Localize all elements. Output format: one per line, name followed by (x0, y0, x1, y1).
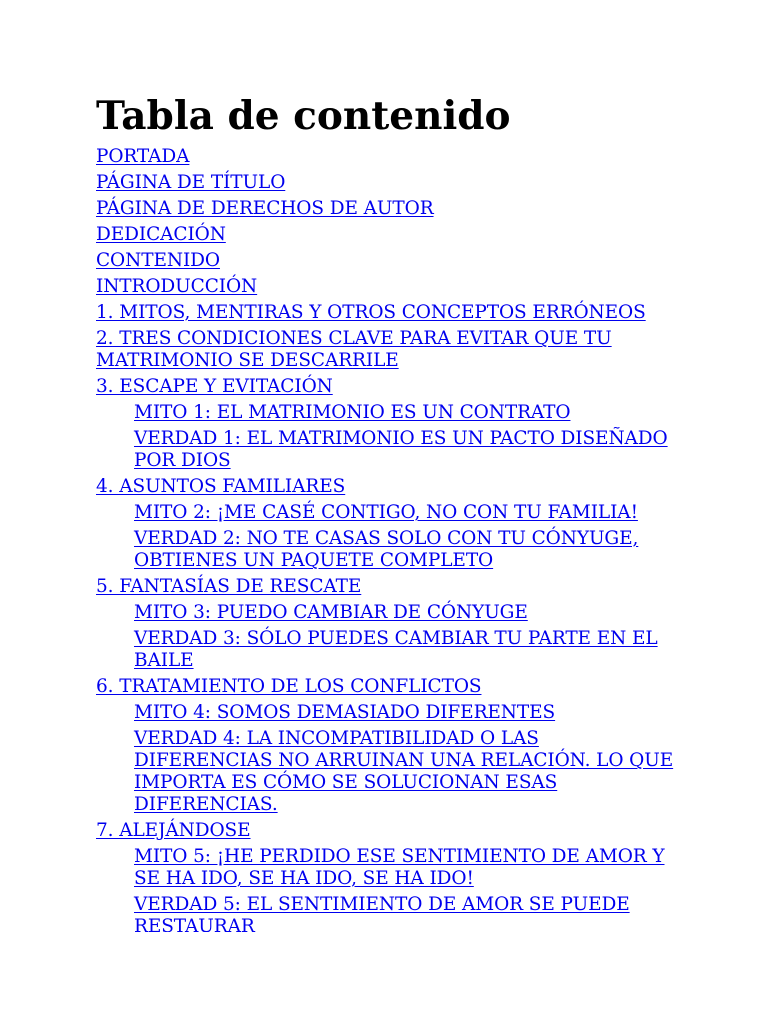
toc-link-verdad-3[interactable]: VERDAD 3: SÓLO PUEDES CAMBIAR TU PARTE EN EL BAILE (134, 628, 658, 671)
toc-entry (96, 224, 676, 246)
toc-link-mito-2[interactable]: MITO 2: ¡ME CASÉ CONTIGO, NO CON TU FAMILIA! (134, 502, 638, 523)
toc-link-verdad-5[interactable]: VERDAD 5: EL SENTIMIENTO DE AMOR SE PUEDE RESTAURAR (134, 894, 630, 932)
toc-subentry (96, 628, 676, 672)
toc-entry (96, 302, 676, 324)
toc-entry (96, 198, 676, 220)
toc-link-mito-5[interactable]: MITO 5: ¡HE PERDIDO ESE SENTIMIENTO DE AMOR Y SE HA IDO, SE HA IDO, SE HA IDO! (134, 846, 665, 889)
toc-subentry (96, 428, 676, 472)
toc-link-mito-4[interactable]: MITO 4: SOMOS DEMASIADO DIFERENTES (134, 702, 556, 723)
toc-link-contenido[interactable]: CONTENIDO (96, 250, 220, 271)
toc-link-verdad-1[interactable]: VERDAD 1: EL MATRIMONIO ES UN PACTO DISEÑADO POR DIOS (134, 428, 668, 471)
document-page (96, 92, 676, 932)
toc-entry (96, 476, 676, 498)
toc-link-mito-3[interactable]: MITO 3: PUEDO CAMBIAR DE CÓNYUGE (134, 602, 528, 623)
toc-link-chapter-4[interactable]: 4. ASUNTOS FAMILIARES (96, 476, 346, 497)
toc-entry (96, 376, 676, 398)
toc-link-chapter-5[interactable]: 5. FANTASÍAS DE RESCATE (96, 576, 362, 597)
toc-link-mito-1[interactable]: MITO 1: EL MATRIMONIO ES UN CONTRATO (134, 402, 571, 423)
toc-entry (96, 328, 676, 372)
toc-subentry (96, 502, 676, 524)
table-of-contents (96, 146, 676, 932)
toc-link-introduccion[interactable]: INTRODUCCIÓN (96, 276, 258, 297)
toc-entry (96, 172, 676, 194)
toc-entry (96, 146, 676, 168)
toc-link-derechos-de-autor[interactable]: PÁGINA DE DERECHOS DE AUTOR (96, 198, 434, 219)
toc-subentry (96, 402, 676, 424)
toc-subentry (96, 602, 676, 624)
toc-entry (96, 676, 676, 698)
toc-link-chapter-2[interactable]: 2. TRES CONDICIONES CLAVE PARA EVITAR QUE TU MATRIMONIO SE DESCARRILE (96, 328, 612, 371)
toc-subentry (96, 894, 676, 932)
toc-subentry (96, 728, 676, 816)
toc-link-dedicacion[interactable]: DEDICACIÓN (96, 224, 226, 245)
toc-link-chapter-1[interactable]: 1. MITOS, MENTIRAS Y OTROS CONCEPTOS ERRÓNEOS (96, 302, 646, 323)
toc-entry (96, 820, 676, 842)
toc-entry (96, 576, 676, 598)
toc-subentry (96, 528, 676, 572)
toc-link-chapter-7[interactable]: 7. ALEJÁNDOSE (96, 820, 251, 841)
toc-link-chapter-3[interactable]: 3. ESCAPE Y EVITACIÓN (96, 376, 333, 397)
toc-subentry (96, 702, 676, 724)
page-title: Tabla de contenido (96, 93, 511, 139)
toc-entry (96, 276, 676, 298)
toc-link-portada[interactable]: PORTADA (96, 146, 190, 167)
toc-entry (96, 250, 676, 272)
toc-subentry (96, 846, 676, 890)
toc-link-pagina-de-titulo[interactable]: PÁGINA DE TÍTULO (96, 172, 286, 193)
toc-link-chapter-6[interactable]: 6. TRATAMIENTO DE LOS CONFLICTOS (96, 676, 482, 697)
toc-link-verdad-2[interactable]: VERDAD 2: NO TE CASAS SOLO CON TU CÓNYUGE, OBTIENES UN PAQUETE COMPLETO (134, 528, 639, 571)
toc-link-verdad-4[interactable]: VERDAD 4: LA INCOMPATIBILIDAD O LAS DIFERENCIAS NO ARRUINAN UNA RELACIÓN. LO QUE IMPORTA ES CÓMO SE SOLUCIONAN ESAS DIFERENCIAS. (134, 728, 674, 815)
